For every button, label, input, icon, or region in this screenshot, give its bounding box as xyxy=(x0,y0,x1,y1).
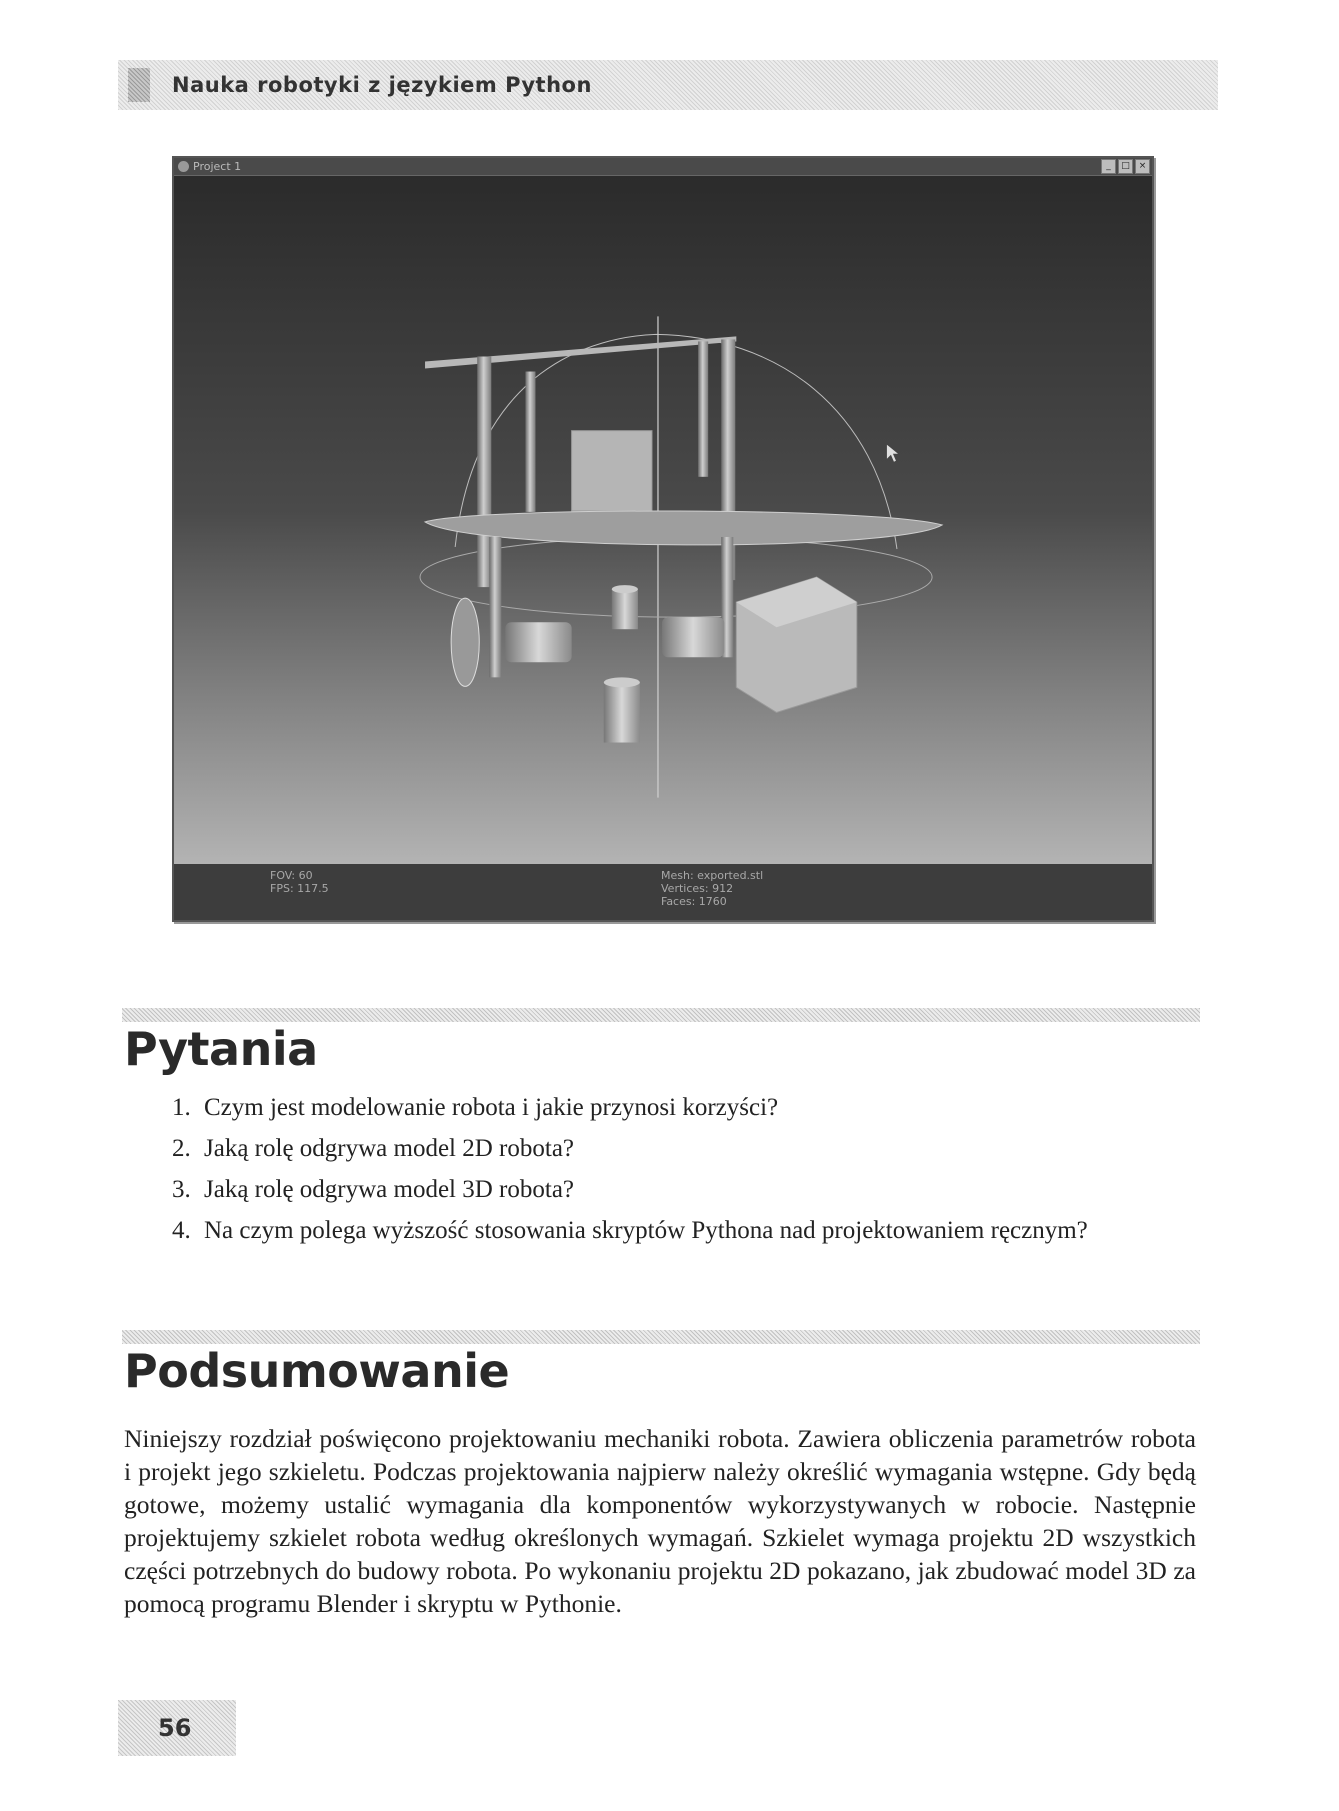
mesh-readout: Mesh: exported.stl xyxy=(661,869,764,882)
questions-heading: Pytania xyxy=(124,1022,318,1076)
window-title: Project 1 xyxy=(193,160,242,173)
close-button[interactable]: × xyxy=(1135,159,1150,174)
fps-readout: FPS: 117.5 xyxy=(270,882,329,895)
caster-bottom xyxy=(604,682,640,742)
list-item: 4. Na czym polega wyższość stosowania skryptów Pythona nad projektowaniem ręcznym? xyxy=(172,1217,1088,1244)
list-item: 2. Jaką rolę odgrywa model 2D robota? xyxy=(172,1135,575,1162)
rod-lower-left xyxy=(489,537,501,677)
running-header xyxy=(118,60,1218,110)
page-number: 56 xyxy=(118,1700,236,1756)
motor-left xyxy=(505,622,571,662)
viewer-window-figure xyxy=(172,156,1154,922)
rod-right-back xyxy=(698,341,708,476)
robot-3d-render xyxy=(174,176,1152,920)
summary-paragraph: Niniejszy rozdział poświęcono projektowaniu mechaniki robota. Zawiera obliczenia parametrów robota i projekt jego szkieletu. Podczas projektowania najpierw należy określić wymagania wstępne. Gdy będą gotowe, możemy ustalić wymagania dla komponentów wykorzystywanych w robocie. Następnie projektujemy szkielet robota według określonych wymagań. Szkielet wymaga projektu 2D wszystkich części potrzebnych do budowy robota. Po wykonaniu projektu 2D pokazano, jak zbudować model 3D za pomocą programu Blender i skryptu w Pythonie. xyxy=(124,1424,1196,1618)
rod-left-back xyxy=(525,372,535,512)
list-item: 1. Czym jest modelowanie robota i jakie przynosi korzyści? xyxy=(172,1094,779,1121)
wheel-left xyxy=(451,598,479,686)
app-icon xyxy=(178,161,189,172)
minimize-button[interactable]: _ xyxy=(1101,159,1116,174)
maximize-button[interactable]: □ xyxy=(1118,159,1133,174)
window-titlebar xyxy=(174,158,1152,176)
faces-readout: Faces: 1760 xyxy=(661,895,727,908)
fov-readout: FOV: 60 xyxy=(270,869,313,882)
section-rule xyxy=(122,1008,1200,1022)
section-rule xyxy=(122,1330,1200,1344)
summary-heading: Podsumowanie xyxy=(124,1344,510,1398)
viewer-status-bar xyxy=(174,864,1152,920)
status-right xyxy=(661,869,763,908)
caster-top xyxy=(612,589,638,629)
questions-list xyxy=(172,1094,1172,1258)
vertices-readout: Vertices: 912 xyxy=(661,882,734,895)
list-item: 3. Jaką rolę odgrywa model 3D robota? xyxy=(172,1176,575,1203)
rod-left-front xyxy=(477,356,491,587)
battery-box xyxy=(572,431,652,511)
status-left xyxy=(270,869,329,895)
motor-right xyxy=(662,617,724,657)
header-marker xyxy=(128,68,150,102)
3d-viewport[interactable] xyxy=(174,176,1152,920)
running-title: Nauka robotyki z językiem Python xyxy=(172,73,592,97)
